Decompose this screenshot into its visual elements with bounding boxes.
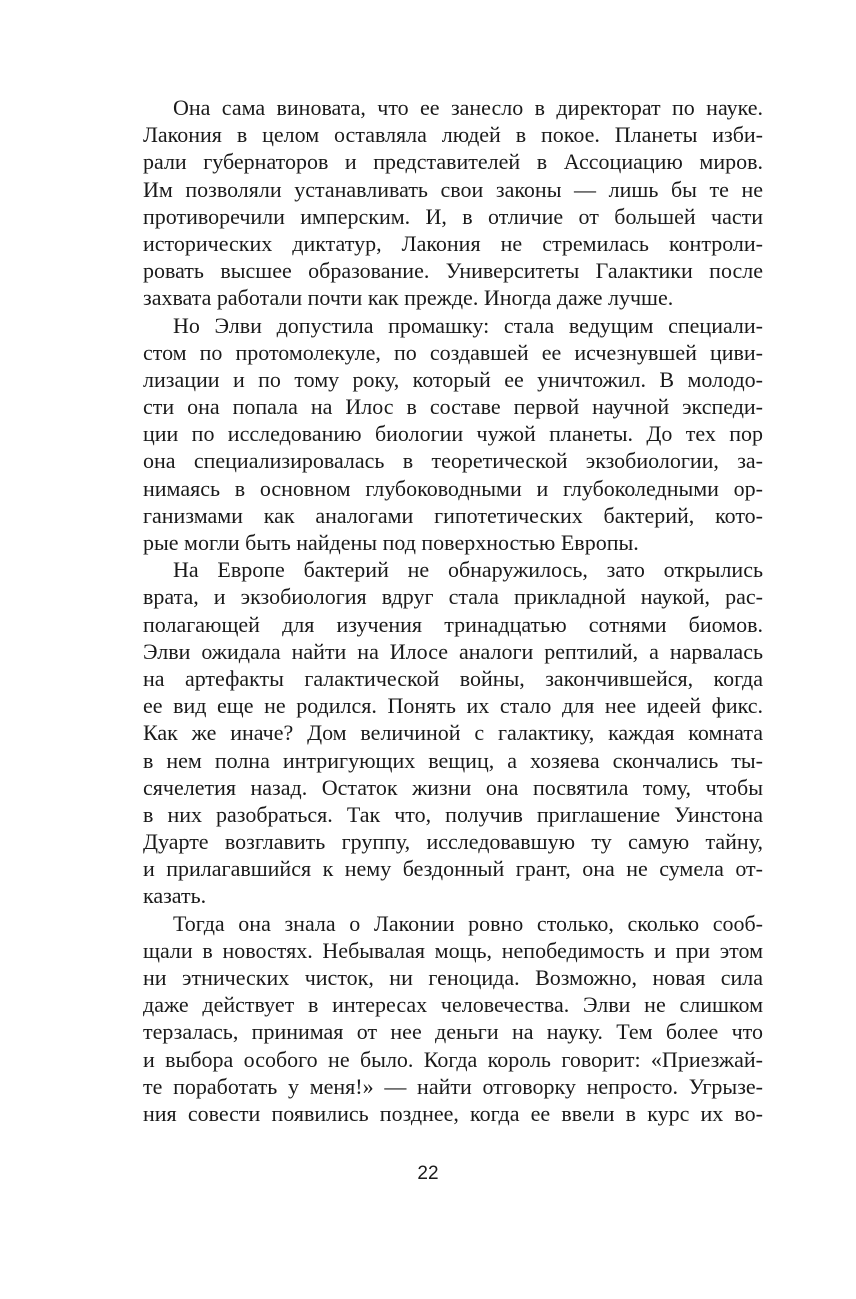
text-line: даже действует в интересах человечества. Элви не слишком xyxy=(143,992,763,1018)
text-line: исторических диктатур, Лакония не стремилась контроли- xyxy=(143,230,763,256)
text-line: на артефакты галактической войны, закончившейся, когда xyxy=(143,665,763,691)
text-line: Лакония в целом оставляла людей в покое. Планеты изби- xyxy=(143,122,763,148)
text-line: и выбора особого не было. Когда король говорит: «Приезжай- xyxy=(143,1046,763,1072)
text-line: ни этнических чисток, ни геноцида. Возможно, новая сила xyxy=(143,965,763,990)
text-line: Элви ожидала найти на Илосе аналоги рептилий, а нарвалась xyxy=(143,638,763,664)
text-line: терзалась, принимая от нее деньги на науку. Тем более что xyxy=(143,1019,763,1045)
body-text xyxy=(143,94,763,1127)
text-line: Она сама виновата, что ее занесло в директорат по науке. xyxy=(173,95,763,120)
text-line: Дуарте возглавить группу, исследовавшую ту самую тайну, xyxy=(143,829,763,855)
paragraph xyxy=(143,312,763,557)
text-line: она специализировалась в теоретической экзобиологии, за- xyxy=(143,448,763,474)
text-line: На Европе бактерий не обнаружилось, зато открылись xyxy=(173,557,763,583)
text-line: и прилагавшийся к нему бездонный грант, она не сумела от- xyxy=(143,856,763,882)
text-line: ции по исследованию биологии чужой планеты. До тех пор xyxy=(143,421,763,447)
text-line: ее вид еще не родился. Понять их стало для нее идеей фикс. xyxy=(143,693,763,719)
text-line: щали в новостях. Небывалая мощь, непобедимость и при этом xyxy=(143,937,763,963)
text-line: ния совести появились позднее, когда ее ввели в курс их во- xyxy=(143,1100,763,1126)
text-line: стом по протомолекуле, по создавшей ее исчезнувшей циви- xyxy=(143,339,763,365)
text-line: ганизмами как аналогами гипотетических бактерий, кото- xyxy=(143,502,763,528)
text-line: Им позволяли устанавливать свои законы — лишь бы те не xyxy=(143,176,763,202)
text-line: нимаясь в основном глубоководными и глубоколедными ор- xyxy=(143,475,763,501)
text-line: казать. xyxy=(143,883,207,909)
text-line: ровать высшее образование. Университеты Галактики после xyxy=(143,258,763,284)
text-line: врата, и экзобиология вдруг стала прикладной наукой, рас- xyxy=(143,584,763,610)
paragraph xyxy=(143,556,763,909)
paragraph xyxy=(143,94,763,312)
text-line: сти она попала на Илос в составе первой научной экспеди- xyxy=(143,394,763,420)
text-line: Но Элви допустила промашку: стала ведущим специали- xyxy=(173,312,763,338)
text-line: Тогда она знала о Лаконии ровно столько, сколько сооб- xyxy=(173,910,763,936)
paragraph xyxy=(143,910,763,1128)
text-line: противоречили имперским. И, в отличие от большей части xyxy=(143,203,763,229)
text-line: полагающей для изучения тринадцатью сотнями биомов. xyxy=(143,611,763,637)
text-line: лизации и по тому року, который ее уничтожил. В молодо- xyxy=(143,366,763,392)
text-line: рали губернаторов и представителей в Ассоциацию миров. xyxy=(143,149,763,175)
text-line: рые могли быть найдены под поверхностью Европы. xyxy=(143,530,639,555)
text-line: захвата работали почти как прежде. Иногда даже лучше. xyxy=(143,285,674,311)
text-line: в них разобраться. Так что, получив приглашение Уинстона xyxy=(143,801,763,827)
page-number: 22 xyxy=(417,1163,439,1184)
text-line: в нем полна интригующих вещиц, а хозяева скончались ты- xyxy=(143,747,763,773)
text-line: сячелетия назад. Остаток жизни она посвятила тому, чтобы xyxy=(143,774,763,800)
text-line: те поработать у меня!» — найти отговорку непросто. Угрызе- xyxy=(143,1073,763,1099)
text-line: Как же иначе? Дом величиной с галактику, каждая комната xyxy=(143,720,763,746)
